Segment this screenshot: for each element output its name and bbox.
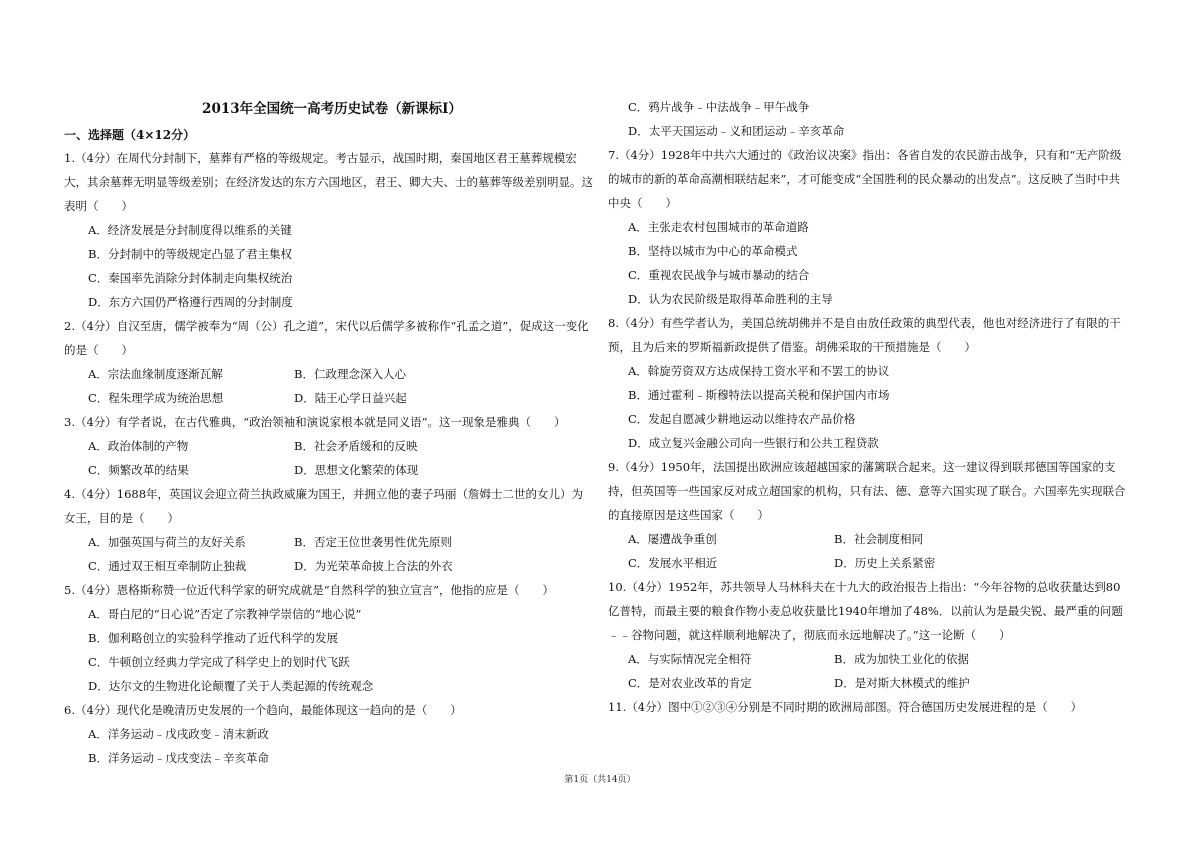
question-stem: 2.（4分）自汉至唐，儒学被奉为“周（公）孔之道”，宋代以后儒学多被称作“孔孟之道”，促成这一变化的是（ ） xyxy=(64,319,589,357)
option-b: B．坚持以城市为中心的革命模式 xyxy=(628,244,798,258)
option-d: D．成立复兴金融公司向一些银行和公共工程贷款 xyxy=(628,436,879,450)
option-a: A．哥白尼的“日心说”否定了宗教神学崇信的“地心说” xyxy=(88,607,362,621)
option-c: C．程朱理学成为统治思想 xyxy=(88,391,224,405)
option-a: A．宗法血缘制度逐渐瓦解 xyxy=(88,367,223,381)
option-b: B．伽利略创立的实验科学推动了近代科学的发展 xyxy=(88,631,338,645)
option-d: D．历史上关系紧密 xyxy=(834,556,936,570)
question-stem: 5.（4分）恩格斯称赞一位近代科学家的研究成就是“自然科学的独立宣言”，他指的应是（ ） xyxy=(64,583,555,597)
option-d: D．是对斯大林模式的维护 xyxy=(834,676,970,690)
question-stem: 11.（4分）图中①②③④分别是不同时期的欧洲局部图。符合德国历史发展进程的是（ ） xyxy=(608,700,1083,714)
option-d: D．陆王心学日益兴起 xyxy=(294,391,407,405)
option-a: A．斡旋劳资双方达成保持工资水平和不罢工的协议 xyxy=(628,364,890,378)
question-stem: 8.（4分）有些学者认为，美国总统胡佛并不是自由放任政策的典型代表，他也对经济进行了有限的干预，且为后来的罗斯福新政提供了借鉴。胡佛采取的干预措施是（ ） xyxy=(608,316,1121,354)
option-c: C．重视农民战争与城市暴动的结合 xyxy=(628,268,810,282)
option-b: B．分封制中的等级规定凸显了君主集权 xyxy=(88,247,292,261)
option-a: A．主张走农村包围城市的革命道路 xyxy=(628,220,809,234)
option-d: D．东方六国仍严格遵行西周的分封制度 xyxy=(88,295,293,309)
option-a: A．经济发展是分封制度得以维系的关键 xyxy=(88,223,292,237)
section-heading: 一、选择题（4×12分） xyxy=(64,128,196,142)
option-d: D．认为农民阶级是取得革命胜利的主导 xyxy=(628,292,833,306)
option-c: C．频繁改革的结果 xyxy=(88,463,189,477)
question-stem: 3.（4分）有学者说，在古代雅典，“政治领袖和演说家根本就是同义语”。这一现象是雅典（ ） xyxy=(64,415,566,429)
option-c: C．是对农业改革的肯定 xyxy=(628,676,752,690)
option-c: C．发展水平相近 xyxy=(628,556,718,570)
option-c: C．鸦片战争﹣中法战争﹣甲午战争 xyxy=(628,100,810,114)
question-stem: 7.（4分）1928年中共六大通过的《政治议决案》指出：各省自发的农民游击战争，只有和“无产阶级的城市的新的革命高潮相联结起来”，才可能变成“全国胜利的民众暴动的出发点”。这反映了当时中共中央（ ） xyxy=(608,148,1122,210)
question-stem: 9.（4分）1950年，法国提出欧洲应该超越国家的藩篱联合起来。这一建议得到联邦德国等国家的支持，但英国等一些国家反对成立超国家的机构，只有法、德、意等六国实现了联合。六国率先实现联合的直接原因是这些国家（ ） xyxy=(608,460,1126,522)
question-stem: 4.（4分）1688年，英国议会迎立荷兰执政威廉为国王，并拥立他的妻子玛丽（詹姆士二世的女儿）为女王，目的是（ ） xyxy=(64,487,584,525)
option-b: B．通过霍利﹣斯穆特法以提高关税和保护国内市场 xyxy=(628,388,890,402)
option-c: C．发起自愿减少耕地运动以维持农产品价格 xyxy=(628,412,856,426)
page-footer: 第1页（共14页） xyxy=(564,775,636,785)
option-b: B．仁政理念深入人心 xyxy=(294,367,406,381)
option-d: D．达尔文的生物进化论颠覆了关于人类起源的传统观念 xyxy=(88,679,374,693)
option-d: D．思想文化繁荣的体现 xyxy=(294,463,419,477)
option-a: A．屡遭战争重创 xyxy=(628,532,717,546)
option-b: B．否定王位世袭男性优先原则 xyxy=(294,535,452,549)
option-b: B．成为加快工业化的依据 xyxy=(834,652,969,666)
option-a: A．政治体制的产物 xyxy=(88,439,189,453)
option-d: D．太平天国运动﹣义和团运动﹣辛亥革命 xyxy=(628,124,845,138)
option-c: C．秦国率先消除分封体制走向集权统治 xyxy=(88,271,293,285)
option-c: C．通过双王相互牵制防止独裁 xyxy=(88,559,247,573)
question-stem: 1.（4分）在周代分封制下，墓葬有严格的等级规定。考古显示，战国时期，秦国地区君王墓葬规模宏大，其余墓葬无明显等级差别；在经济发达的东方六国地区，君王、卿大夫、士的墓葬等级差别明显。这表明（ ） xyxy=(64,151,593,213)
question-stem: 6.（4分）现代化是晚清历史发展的一个趋向，最能体现这一趋向的是（ ） xyxy=(64,703,462,717)
option-c: C．牛顿创立经典力学完成了科学史上的划时代飞跃 xyxy=(88,655,350,669)
option-a: A．加强英国与荷兰的友好关系 xyxy=(88,535,246,549)
option-b: B．洋务运动﹣戊戌变法﹣辛亥革命 xyxy=(88,751,269,765)
page-title: 2013年全国统一高考历史试卷（新课标Ⅰ） xyxy=(202,101,462,117)
option-a: A．洋务运动﹣戊戌政变﹣清末新政 xyxy=(88,727,269,741)
option-a: A．与实际情况完全相符 xyxy=(628,652,752,666)
option-b: B．社会矛盾缓和的反映 xyxy=(294,439,418,453)
option-b: B．社会制度相同 xyxy=(834,532,923,546)
question-stem: 10.（4分）1952年，苏共领导人马林科夫在十九大的政治报告上指出：“今年谷物的总收获量达到80亿普特，而最主要的粮食作物小麦总收获量比1940年增加了48%．以前认为是最尖锐、最严重的问题﹣﹣谷物问题，就这样顺利地解决了，彻底而永远地解决了。”这一论断（ ） xyxy=(608,580,1123,642)
option-d: D．为光荣革命披上合法的外衣 xyxy=(294,559,453,573)
